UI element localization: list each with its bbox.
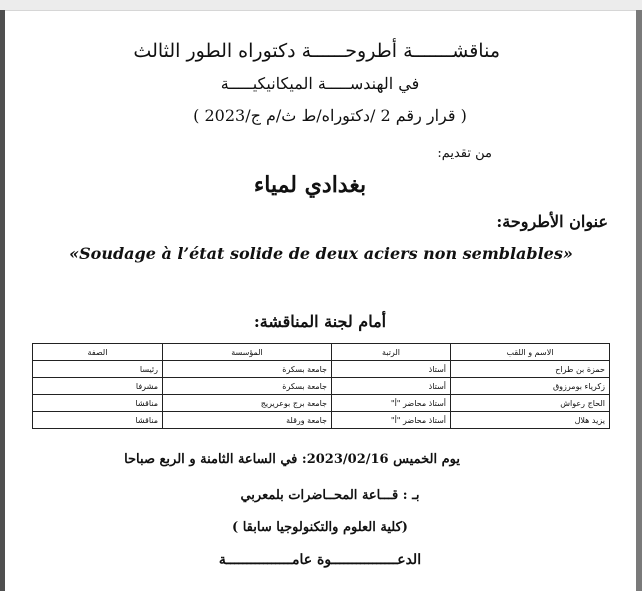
window-left-edge	[0, 10, 5, 591]
jury-member-institution: جامعة بسكرة	[163, 361, 332, 378]
jury-member-role: رئيسا	[33, 361, 163, 378]
jury-member-name: زكرياء بومرزوق	[451, 378, 610, 395]
defense-venue: بـ : قـــاعة المحــاضرات بلمعربي	[240, 488, 420, 503]
jury-member-role: مناقشا	[33, 412, 163, 429]
column-header-institution: المؤسسة	[163, 344, 332, 361]
decree-reference: ( قرار رقم 2 /دكتوراه/ط ث/م ج/2023 )	[193, 106, 467, 125]
jury-heading: أمام لجنة المناقشة:	[253, 312, 387, 331]
table-row	[33, 378, 610, 395]
jury-member-rank: أستاذ	[332, 361, 451, 378]
jury-member-institution: جامعة برج بوعريريج	[163, 395, 332, 412]
table-row	[33, 361, 610, 378]
venue-note: (كلية العلوم والتكنولوجيا سابقا )	[232, 520, 408, 535]
column-header-role: الصفة	[33, 344, 163, 361]
column-header-name: الاسم و اللقب	[451, 344, 610, 361]
thesis-title-label: عنوان الأطروحة:	[496, 212, 608, 231]
jury-member-institution: جامعة بسكرة	[163, 378, 332, 395]
table-row	[33, 412, 610, 429]
jury-member-rank: أستاذ محاضر "أ"	[332, 395, 451, 412]
public-invitation: الدعــــــــــــــــوة عامــــــــــــــــة	[218, 552, 422, 568]
table-row	[33, 395, 610, 412]
window-top-bar	[0, 0, 642, 11]
defense-title: مناقشـــــــة أطروحــــــة دكتوراه الطور الثالث	[133, 40, 500, 62]
thesis-title: «Soudage à l’état solide de deux aciers non semblables»	[69, 244, 573, 263]
window-right-edge	[636, 10, 642, 591]
jury-member-rank: أستاذ	[332, 378, 451, 395]
author-name: بغدادي لمياء	[253, 172, 367, 198]
jury-member-name: الحاج رعواش	[451, 395, 610, 412]
jury-member-name: يزيد هلال	[451, 412, 610, 429]
jury-member-name: حمزة بن طراح	[451, 361, 610, 378]
jury-table-header	[33, 344, 610, 361]
jury-member-rank: أستاذ محاضر "أ"	[332, 412, 451, 429]
jury-table	[32, 343, 610, 429]
presented-by-label: من تقديم:	[437, 146, 492, 161]
jury-member-institution: جامعة ورقلة	[163, 412, 332, 429]
jury-member-role: مشرفا	[33, 378, 163, 395]
field-title: في الهندســـــة الميكانيكيـــــة	[220, 74, 420, 93]
jury-member-role: مناقشا	[33, 395, 163, 412]
column-header-rank: الرتبة	[332, 344, 451, 361]
defense-date-time: يوم الخميس 2023/02/16: في الساعة الثامنة و الربع صباحا	[124, 452, 460, 467]
